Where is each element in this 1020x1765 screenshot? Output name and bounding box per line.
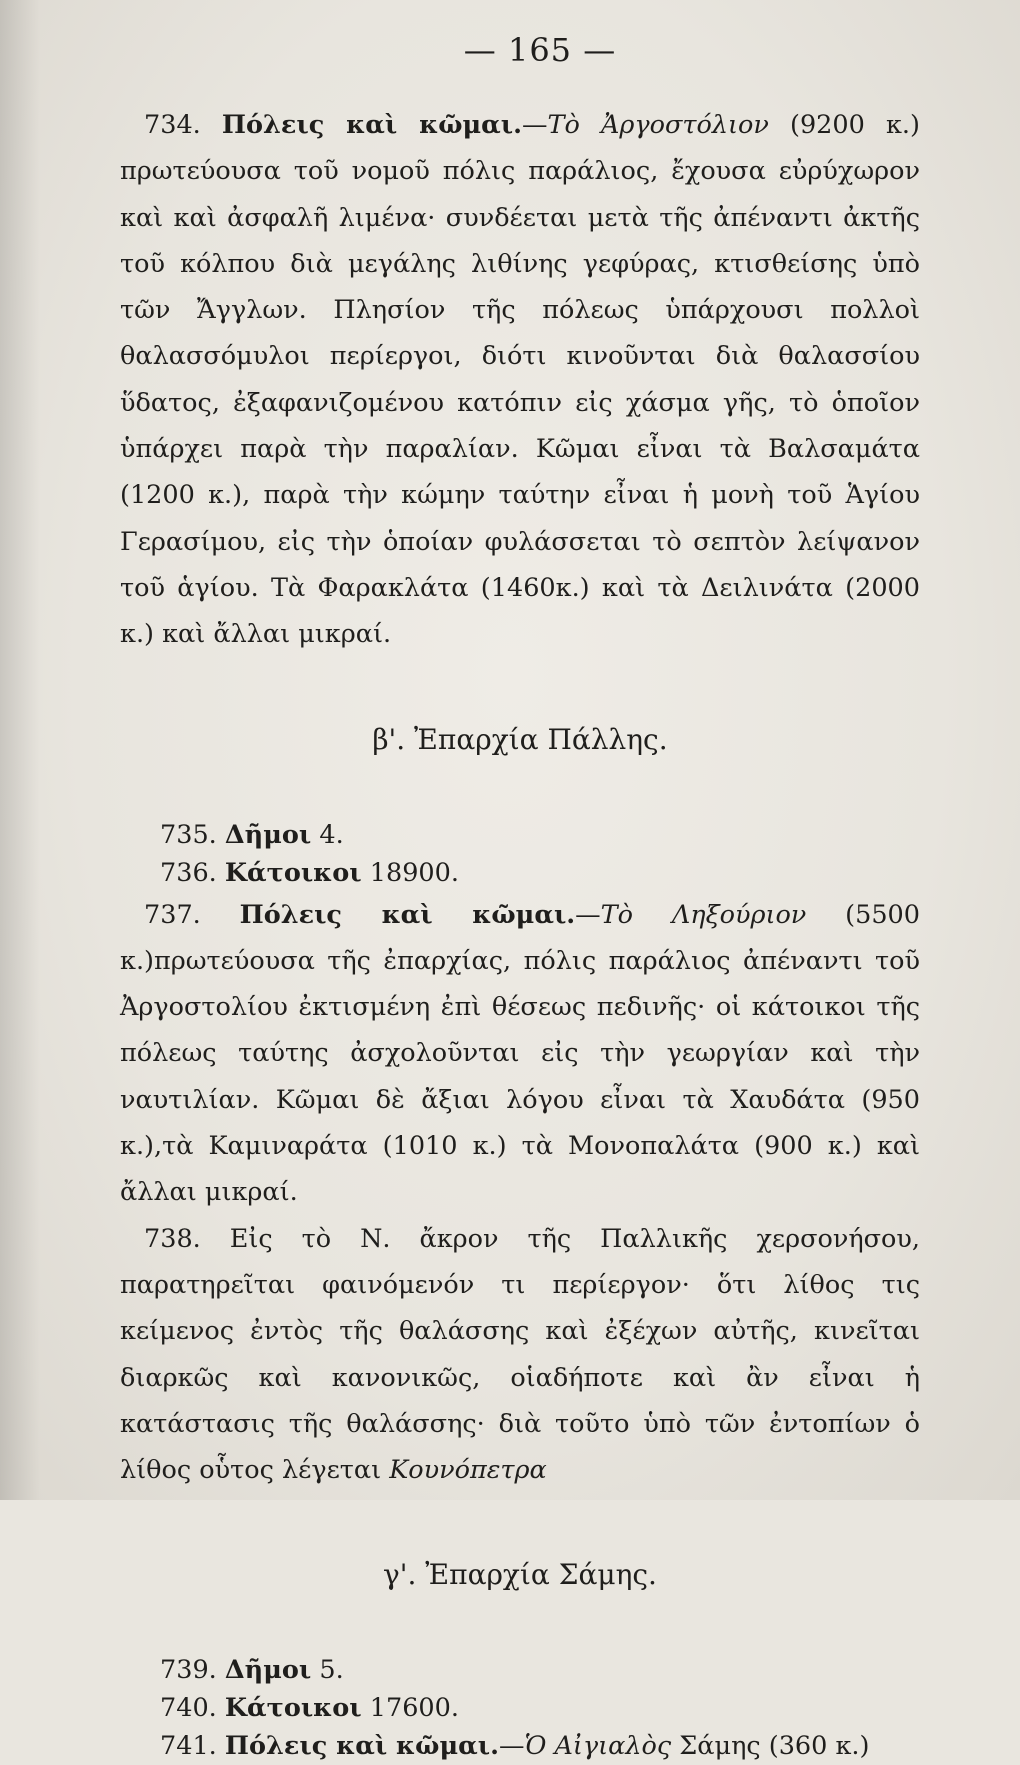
entry-740 (160, 1689, 920, 1727)
section-heading-sami: γ'. Ἐπαρχία Σάμης. (383, 1558, 657, 1592)
paragraph-text: Εἰς τὸ Ν. ἄκρον τῆς Παλλικῆς χερσονήσου, παρατηρεῖται φαινόμενόν τι περίεργον· ὅτι λίθος τις κείμενος ἐντὸς τῆς θαλάσσης καὶ ἐξέχων αὐτῆς, κινεῖται διαρκῶς καὶ κανονικῶς, οἱαδήποτε καὶ ἂν εἶναι ἡ κατάστασις τῆς θαλάσσης· διὰ τοῦτο ὑπὸ τῶν ἐντοπίων ὁ λίθος οὗτος λέγεται (120, 1223, 920, 1486)
page-number: — 165 — (463, 31, 617, 69)
entry-number: 739. (160, 1655, 217, 1686)
entry-number: 736. (160, 857, 217, 888)
paragraph-number: 737. (144, 899, 201, 930)
dash: — (522, 110, 548, 140)
entry-value: 18900. (361, 857, 459, 888)
entry-741 (160, 1727, 920, 1765)
paragraph-text: (9200 κ.) πρωτεύουσα τοῦ νομοῦ πόλις παράλιος, ἔχουσα εὐρύχωρον καὶ καὶ ἀσφαλῆ λιμένα· συνδέεται μετὰ τῆς ἀπέναντι ἀκτῆς τοῦ κόλπου διὰ μεγάλης λιθίνης γεφύρας, κτισθείσης ὑπὸ τῶν Ἄγγλων. Πλησίον τῆς πόλεως ὑπάρχουσι πολλοὶ θαλασσόμυλοι περίεργοι, διότι κινοῦνται διὰ θαλασσίου ὕδατος, ἐξαφανιζομένου κατόπιν εἰς χάσμα γῆς, τὸ ὁποῖον ὑπάρχει παρὰ τὴν παραλίαν. Κῶμαι εἶναι τὰ Βαλσαμάτα (1200 κ.), παρὰ τὴν κώμην ταύτην εἶναι ἡ μονὴ τοῦ Ἁγίου Γερασίμου, εἰς τὴν ὁποίαν φυλάσσεται τὸ σεπτὸν λείψανον τοῦ ἁγίου. Τὰ Φαρακλάτα (1460κ.) καὶ τὰ Δειλινάτα (2000 κ.) καὶ ἄλλαι μικραί. (120, 110, 920, 650)
entry-label: Δῆμοι (224, 1655, 312, 1686)
paragraph-title: Πόλεις καὶ κῶμαι. (221, 110, 523, 140)
town-name: Ὁ Αἰγιαλὸς (524, 1731, 672, 1762)
paragraph-number: 738. (144, 1223, 201, 1254)
page-edge-shadow (0, 0, 40, 1500)
paragraph-text: (5500 κ.)πρωτεύουσα τῆς ἐπαρχίας, πόλις παράλιος ἀπέναντι τοῦ Ἀργοστολίου ἐκτισμένη ἐπὶ θέσεως πεδινῆς· οἱ κάτοικοι τῆς πόλεως ταύτης ἀσχολοῦνται εἰς τὴν γεωργίαν καὶ τὴν ναυτιλίαν. Κῶμαι δὲ ἄξιαι λόγου εἶναι τὰ Χαυδάτα (950 κ.),τὰ Καμιναράτα (1010 κ.) τὰ Μονοπαλάτα (900 κ.) καὶ ἄλλαι μικραί. (120, 899, 920, 1208)
page-content (120, 28, 920, 1765)
entry-label: Δῆμοι (224, 819, 312, 850)
entry-739 (160, 1651, 920, 1689)
paragraph-title: Πόλεις καὶ κῶμαι. (239, 899, 576, 930)
entry-label: Κάτοικοι (224, 857, 362, 888)
entry-number: 740. (160, 1693, 217, 1724)
paragraph-738 (120, 1216, 920, 1494)
entry-value: 4. (311, 819, 344, 850)
entry-number: 735. (160, 819, 217, 850)
entry-value: Σάμης (360 κ.) (671, 1731, 870, 1762)
paragraph-734 (120, 102, 920, 658)
dash: — (575, 899, 601, 930)
italic-term: Κουνόπετρα (389, 1455, 547, 1486)
entry-value: 5. (311, 1655, 344, 1686)
town-name: Τὸ Ἀργοστόλιον (547, 110, 769, 140)
entry-736 (160, 854, 920, 892)
entry-735 (160, 816, 920, 854)
dash: — (498, 1731, 525, 1762)
entry-value: 17600. (361, 1693, 459, 1724)
entry-number: 741. (160, 1731, 217, 1762)
section-heading-palli: β'. Ἐπαρχία Πάλλης. (372, 722, 668, 756)
entry-label: Πόλεις καὶ κῶμαι. (224, 1731, 499, 1762)
entry-label: Κάτοικοι (224, 1693, 362, 1724)
paragraph-737 (120, 892, 920, 1216)
town-name: Τὸ Ληξούριον (600, 899, 807, 930)
paragraph-number: 734. (144, 110, 201, 140)
